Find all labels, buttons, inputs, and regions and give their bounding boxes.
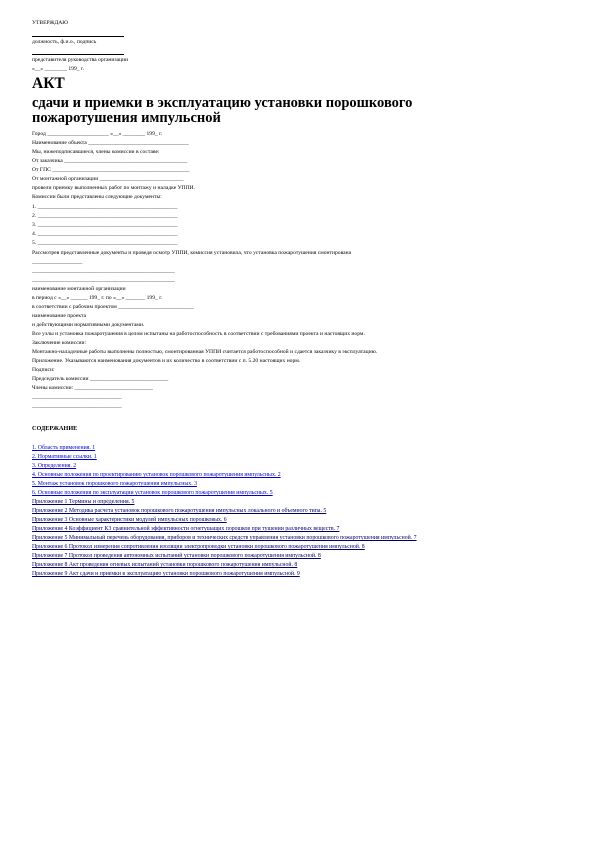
approve-rep-caption: представителя руководства организации [32,57,129,63]
body-line: провели приемку выполненных работ по монтажу и наладке УППИ. [32,185,196,191]
document-list-item: 4. __________________________________________________ [32,231,178,237]
toc-link[interactable]: Приложение 4 Коэффициент K3 сравнительной эффективности огнетушащих порошков при тушении различных веществ. 7 [32,526,340,532]
body-line: Приложение. Указываются наименования документов и их количество в соответствии с п. 5.20 настоящих норм. [32,358,301,364]
toc-link[interactable]: Приложение 1 Термины и определения. 5 [32,499,135,505]
toc-link[interactable]: Приложение 8 Акт проведения огневых испытаний установки порошкового пожаротушения импульсной. 8 [32,562,298,568]
body-line: ___________________________________________________ [32,268,175,274]
act-title: АКТ [32,75,65,92]
toc-link[interactable]: Приложение 6 Протокол измерения сопротивления изоляции электропроводки установки порошкового пожаротушения импульсной. 8 [32,544,365,550]
signature-line: Члены комиссии: ____________________________ [32,385,153,391]
document-list-item: 1. __________________________________________________ [32,204,178,210]
body-line: и действующими нормативными документами. [32,322,145,328]
approve-rep-rule [32,54,124,55]
caption-line: наименование проекта [32,313,86,319]
toc-link[interactable]: Приложение 2 Методика расчета установок порошкового пожаротушения импульсных локального и объемного типа. 5 [32,508,327,514]
toc-link[interactable]: 5. Монтаж установок порошкового пожаротушения импульсных. 3 [32,481,197,487]
approve-date: «__» ________ 199_ г. [32,66,85,72]
signature-line: ________________________________ [32,403,122,409]
body-line: Подписи: [32,367,55,373]
document-list-item: 5. __________________________________________________ [32,240,178,246]
document-list-item: 3. __________________________________________________ [32,222,178,228]
act-subtitle-line1: сдачи и приемки в эксплуатацию установки порошкового [32,95,413,111]
toc-link[interactable]: 4. Основные положения по проектированию установок порошкового пожаротушения импульсных. 2 [32,472,281,478]
caption-line: наименование монтажной организации [32,286,126,292]
document-list-item: 2. __________________________________________________ [32,213,178,219]
body-line: в соответствии с рабочим проектом ___________________________ [32,304,194,310]
body-line: Комиссии были представлены следующие документы: [32,194,162,200]
body-line: __________________ [32,259,83,265]
body-line: ___________________________________________________ [32,277,175,283]
body-line: От ГПС _________________________________________________ [32,167,190,173]
approve-signature-rule [32,36,124,37]
body-line: Заключение комиссии: [32,340,87,346]
toc-link[interactable]: 6. Основные положения по эксплуатации установок порошкового пожаротушения импульсных. 5 [32,490,273,496]
toc-link[interactable]: Приложение 3 Основные характеристики модулей импульсных порошковых. 6 [32,517,227,523]
body-line: От монтажной организации ______________________________ [32,176,184,182]
body-line: Монтажно-наладочные работы выполнены полностью, смонтированная УППИ считается работоспособной и сдается заказчику в эксплуатацию. [32,349,378,355]
approve-title: УТВЕРЖДАЮ [32,20,69,26]
signature-line: Председатель комиссии ____________________________ [32,376,169,382]
approve-position-caption: должность, ф.и.о., подпись [32,39,97,45]
toc-link[interactable]: Приложение 5 Минимальный перечень оборудования, приборов и технических средств управления установки порошкового пожаротушения импульсной. 7 [32,535,417,541]
toc-link[interactable]: Приложение 7 Протокол проведения автономных испытаний установки порошкового пожаротушения импульсной. 8 [32,553,321,559]
toc-link[interactable]: 3. Определения. 2 [32,463,77,469]
body-line: в период с «__» ______ 199_ г. по «__» _______ 199_ г. [32,295,163,301]
body-line: Город ______________________ «__» ________ 199_ г. [32,131,163,137]
act-subtitle-line2: пожаротушения импульсной [32,110,221,126]
body-line: Мы, нижеподписавшиеся, члены комиссии в составе: [32,149,160,155]
toc-heading: СОДЕРЖАНИЕ [32,425,78,432]
toc-link[interactable]: 2. Нормативные ссылки. 1 [32,454,97,460]
toc-link[interactable]: Приложение 9 Акт сдачи и приемки в эксплуатацию установки порошкового пожаротушения импульсной. 9 [32,571,300,577]
body-line: Рассмотрев представленные документы и проведя осмотр УППИ, комиссия установила, что установка пожаротушения смонтирована [32,250,352,256]
toc-link[interactable]: 1. Область применения. 1 [32,445,96,451]
body-line: Наименование объекта ____________________________________ [32,140,189,146]
signature-line: ________________________________ [32,394,122,400]
body-line: От заказчика ____________________________________________ [32,158,188,164]
body-line: Все узлы и установка пожаротушения в целом испытаны на работоспособность в соответствии с требованиями проекта и настоящих норм. [32,331,365,337]
